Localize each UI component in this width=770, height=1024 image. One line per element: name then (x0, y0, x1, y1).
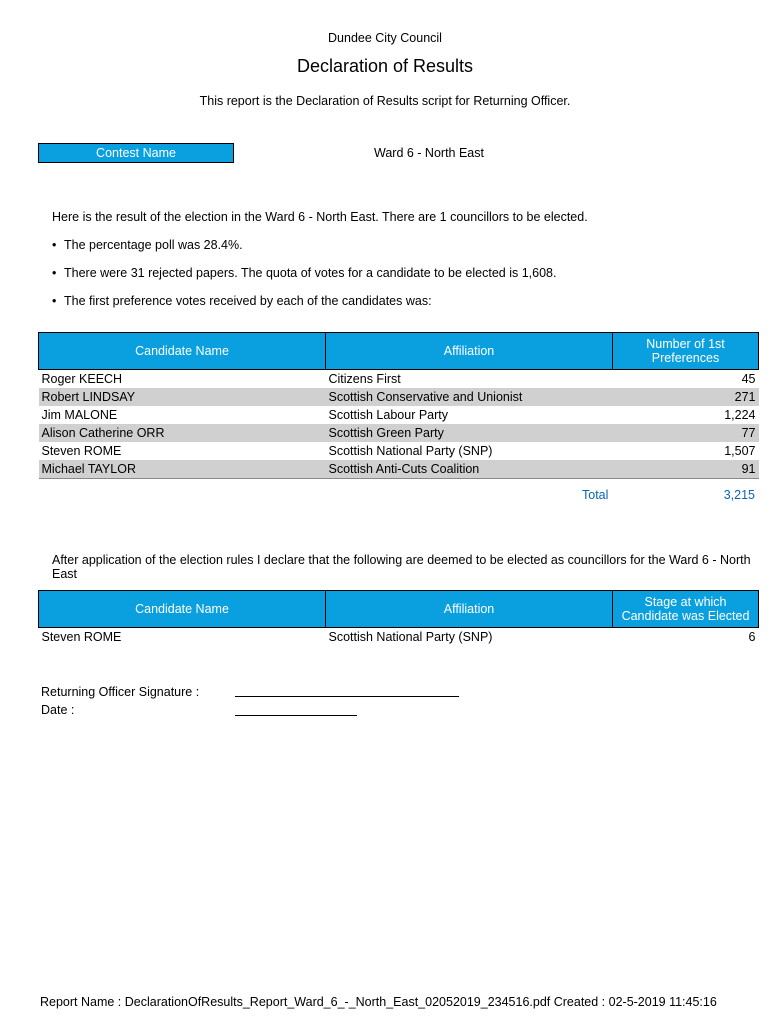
table-header-row (39, 591, 759, 628)
candidate-name: Alison Catherine ORR (39, 424, 326, 442)
candidate-votes: 91 (613, 460, 759, 479)
first-preferences-table (38, 332, 759, 479)
candidate-affiliation: Scottish Labour Party (328, 408, 449, 422)
contest-name-value: Ward 6 - North East (374, 146, 484, 160)
elected-table (38, 590, 759, 646)
date-label: Date : (41, 703, 75, 717)
candidate-name: Jim MALONE (41, 408, 118, 422)
candidate-name: Steven ROME (41, 444, 122, 458)
candidate-votes: 77 (613, 424, 759, 442)
header-candidate-name: Candidate Name (39, 333, 326, 370)
bullet-rejected-quota: • There were 31 rejected papers. The quota of votes for a candidate to be elected is 1,608. (52, 266, 556, 294)
candidate-votes: 1,224 (724, 408, 756, 422)
header-stage-elected: Stage at which Candidate was Elected (613, 591, 759, 628)
candidate-affiliation: Citizens First (328, 372, 401, 386)
candidate-affiliation: Scottish Conservative and Unionist (326, 388, 613, 406)
result-intro: Here is the result of the election in the Ward 6 - North East. There are 1 councillors to be elected. (52, 210, 588, 224)
elected-stage: 6 (748, 630, 756, 644)
page-title: Declaration of Results (296, 56, 474, 76)
table-row (39, 370, 759, 389)
candidate-name: Michael TAYLOR (39, 460, 326, 479)
candidate-votes: 271 (613, 388, 759, 406)
candidate-votes: 45 (741, 372, 756, 386)
table-row (39, 388, 759, 406)
table-row (39, 442, 759, 460)
candidate-affiliation: Scottish National Party (SNP) (328, 444, 493, 458)
total-label: Total (582, 488, 609, 502)
elected-candidate-name: Steven ROME (41, 630, 122, 644)
candidate-name: Robert LINDSAY (39, 388, 326, 406)
elected-candidate-affiliation: Scottish National Party (SNP) (328, 630, 493, 644)
table-row (39, 406, 759, 424)
table-row (39, 460, 759, 479)
page-subtitle: This report is the Declaration of Results script for Returning Officer. (199, 94, 571, 108)
header-affiliation: Affiliation (326, 333, 613, 370)
candidate-name: Roger KEECH (41, 372, 123, 386)
header-first-preferences: Number of 1st Preferences (613, 333, 759, 370)
council-name: Dundee City Council (328, 31, 442, 45)
report-footer: Report Name : DeclarationOfResults_Report_Ward_6_-_North_East_02052019_234516.pdf Created : 02-5-2019 11:45:16 (40, 995, 717, 1009)
header-candidate-name: Candidate Name (39, 591, 326, 628)
declaration-text: After application of the election rules I declare that the following are deemed to be elected as councillors for the Ward 6 - North East (52, 553, 751, 581)
table-header-row (39, 333, 759, 370)
table-row (39, 628, 759, 647)
header-affiliation: Affiliation (326, 591, 613, 628)
bullet-first-prefs: • The first preference votes received by each of the candidates was: (52, 294, 556, 322)
bullet-poll: • The percentage poll was 28.4%. (52, 238, 556, 266)
candidate-affiliation: Scottish Anti-Cuts Coalition (326, 460, 613, 479)
signature-label: Returning Officer Signature : (41, 685, 200, 699)
candidate-votes: 1,507 (724, 444, 756, 458)
signature-line (235, 696, 459, 697)
summary-bullets (52, 238, 556, 322)
candidate-affiliation: Scottish Green Party (326, 424, 613, 442)
date-line (235, 715, 357, 716)
contest-name-label: Contest Name (38, 143, 234, 163)
table-row (39, 424, 759, 442)
total-value: 3,215 (723, 488, 755, 502)
